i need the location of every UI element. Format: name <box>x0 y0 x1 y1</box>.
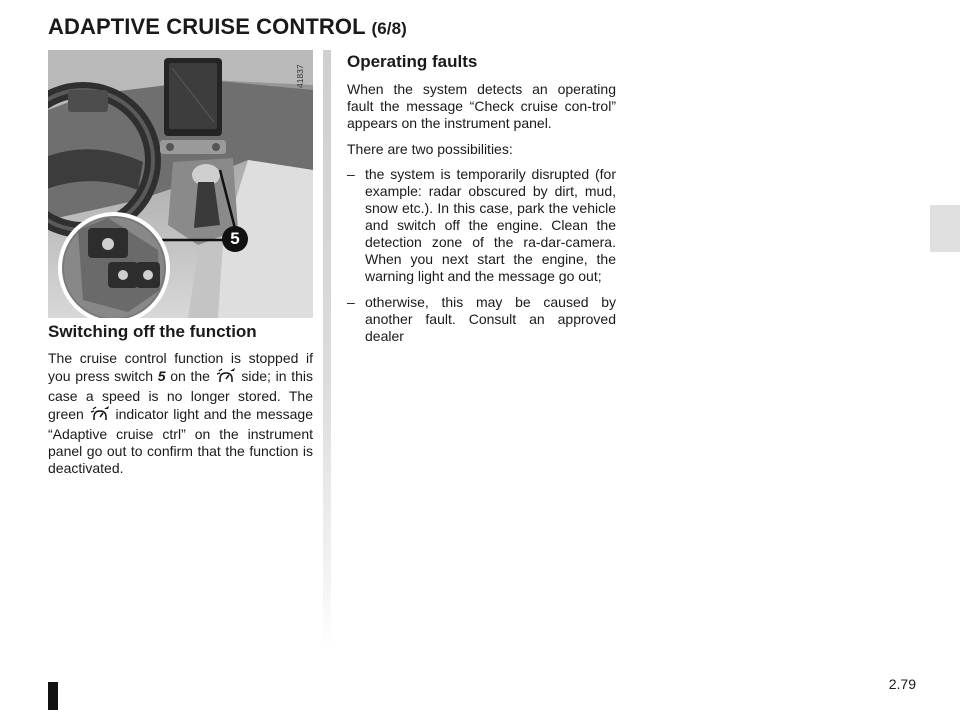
switching-off-text-3: side; in this case a speed is no longer stored. The green <box>48 368 313 422</box>
figure-reference-number: 41837 <box>295 64 305 88</box>
switching-off-text-1: The cruise control function is stopped if you press switch <box>48 350 313 384</box>
possibilities-list <box>347 166 616 345</box>
page-title <box>48 14 407 40</box>
operating-faults-heading: Operating faults <box>347 52 478 71</box>
adaptive-cruise-control-icon <box>90 405 110 426</box>
column-divider <box>323 50 331 650</box>
chapter-thumb-tab <box>930 205 960 252</box>
operating-faults-section <box>347 50 616 354</box>
switching-off-text-2: on the <box>170 368 210 384</box>
operating-faults-paragraph-2: There are two possibilities: <box>347 141 513 157</box>
switching-off-text-4: indicator light and the message “Adaptive cruise ctrl” on the instrument panel go out to confirm that the function is deactivated. <box>48 406 313 476</box>
switch-number: 5 <box>157 368 166 384</box>
list-item: – otherwise, this may be caused by another fault. Consult an approved dealer <box>347 294 616 345</box>
dashboard-illustration <box>48 50 313 318</box>
callout-badge: 5 <box>222 226 248 252</box>
list-item: – the system is temporarily disrupted (for example: radar obscured by dirt, mud, snow etc.). In this case, park the vehicle and switch off the engine. Clean the detection zone of the ra-dar-camera. When you next start the engine, the warning light and the message go out; <box>347 166 616 285</box>
title-part: (6/8) <box>371 19 407 38</box>
switching-off-heading: Switching off the function <box>48 322 257 341</box>
switching-off-section <box>48 318 313 477</box>
page-number: 2.79 <box>888 676 916 692</box>
dashboard-drawing <box>48 50 313 318</box>
switching-off-text <box>48 350 313 477</box>
adaptive-cruise-control-icon <box>216 367 236 388</box>
operating-faults-paragraph-1: When the system detects an operating fault the message “Check cruise con-trol” appears on the instrument panel. <box>347 81 616 131</box>
title-text: ADAPTIVE CRUISE CONTROL <box>48 14 366 39</box>
page-corner-mark <box>48 682 58 710</box>
